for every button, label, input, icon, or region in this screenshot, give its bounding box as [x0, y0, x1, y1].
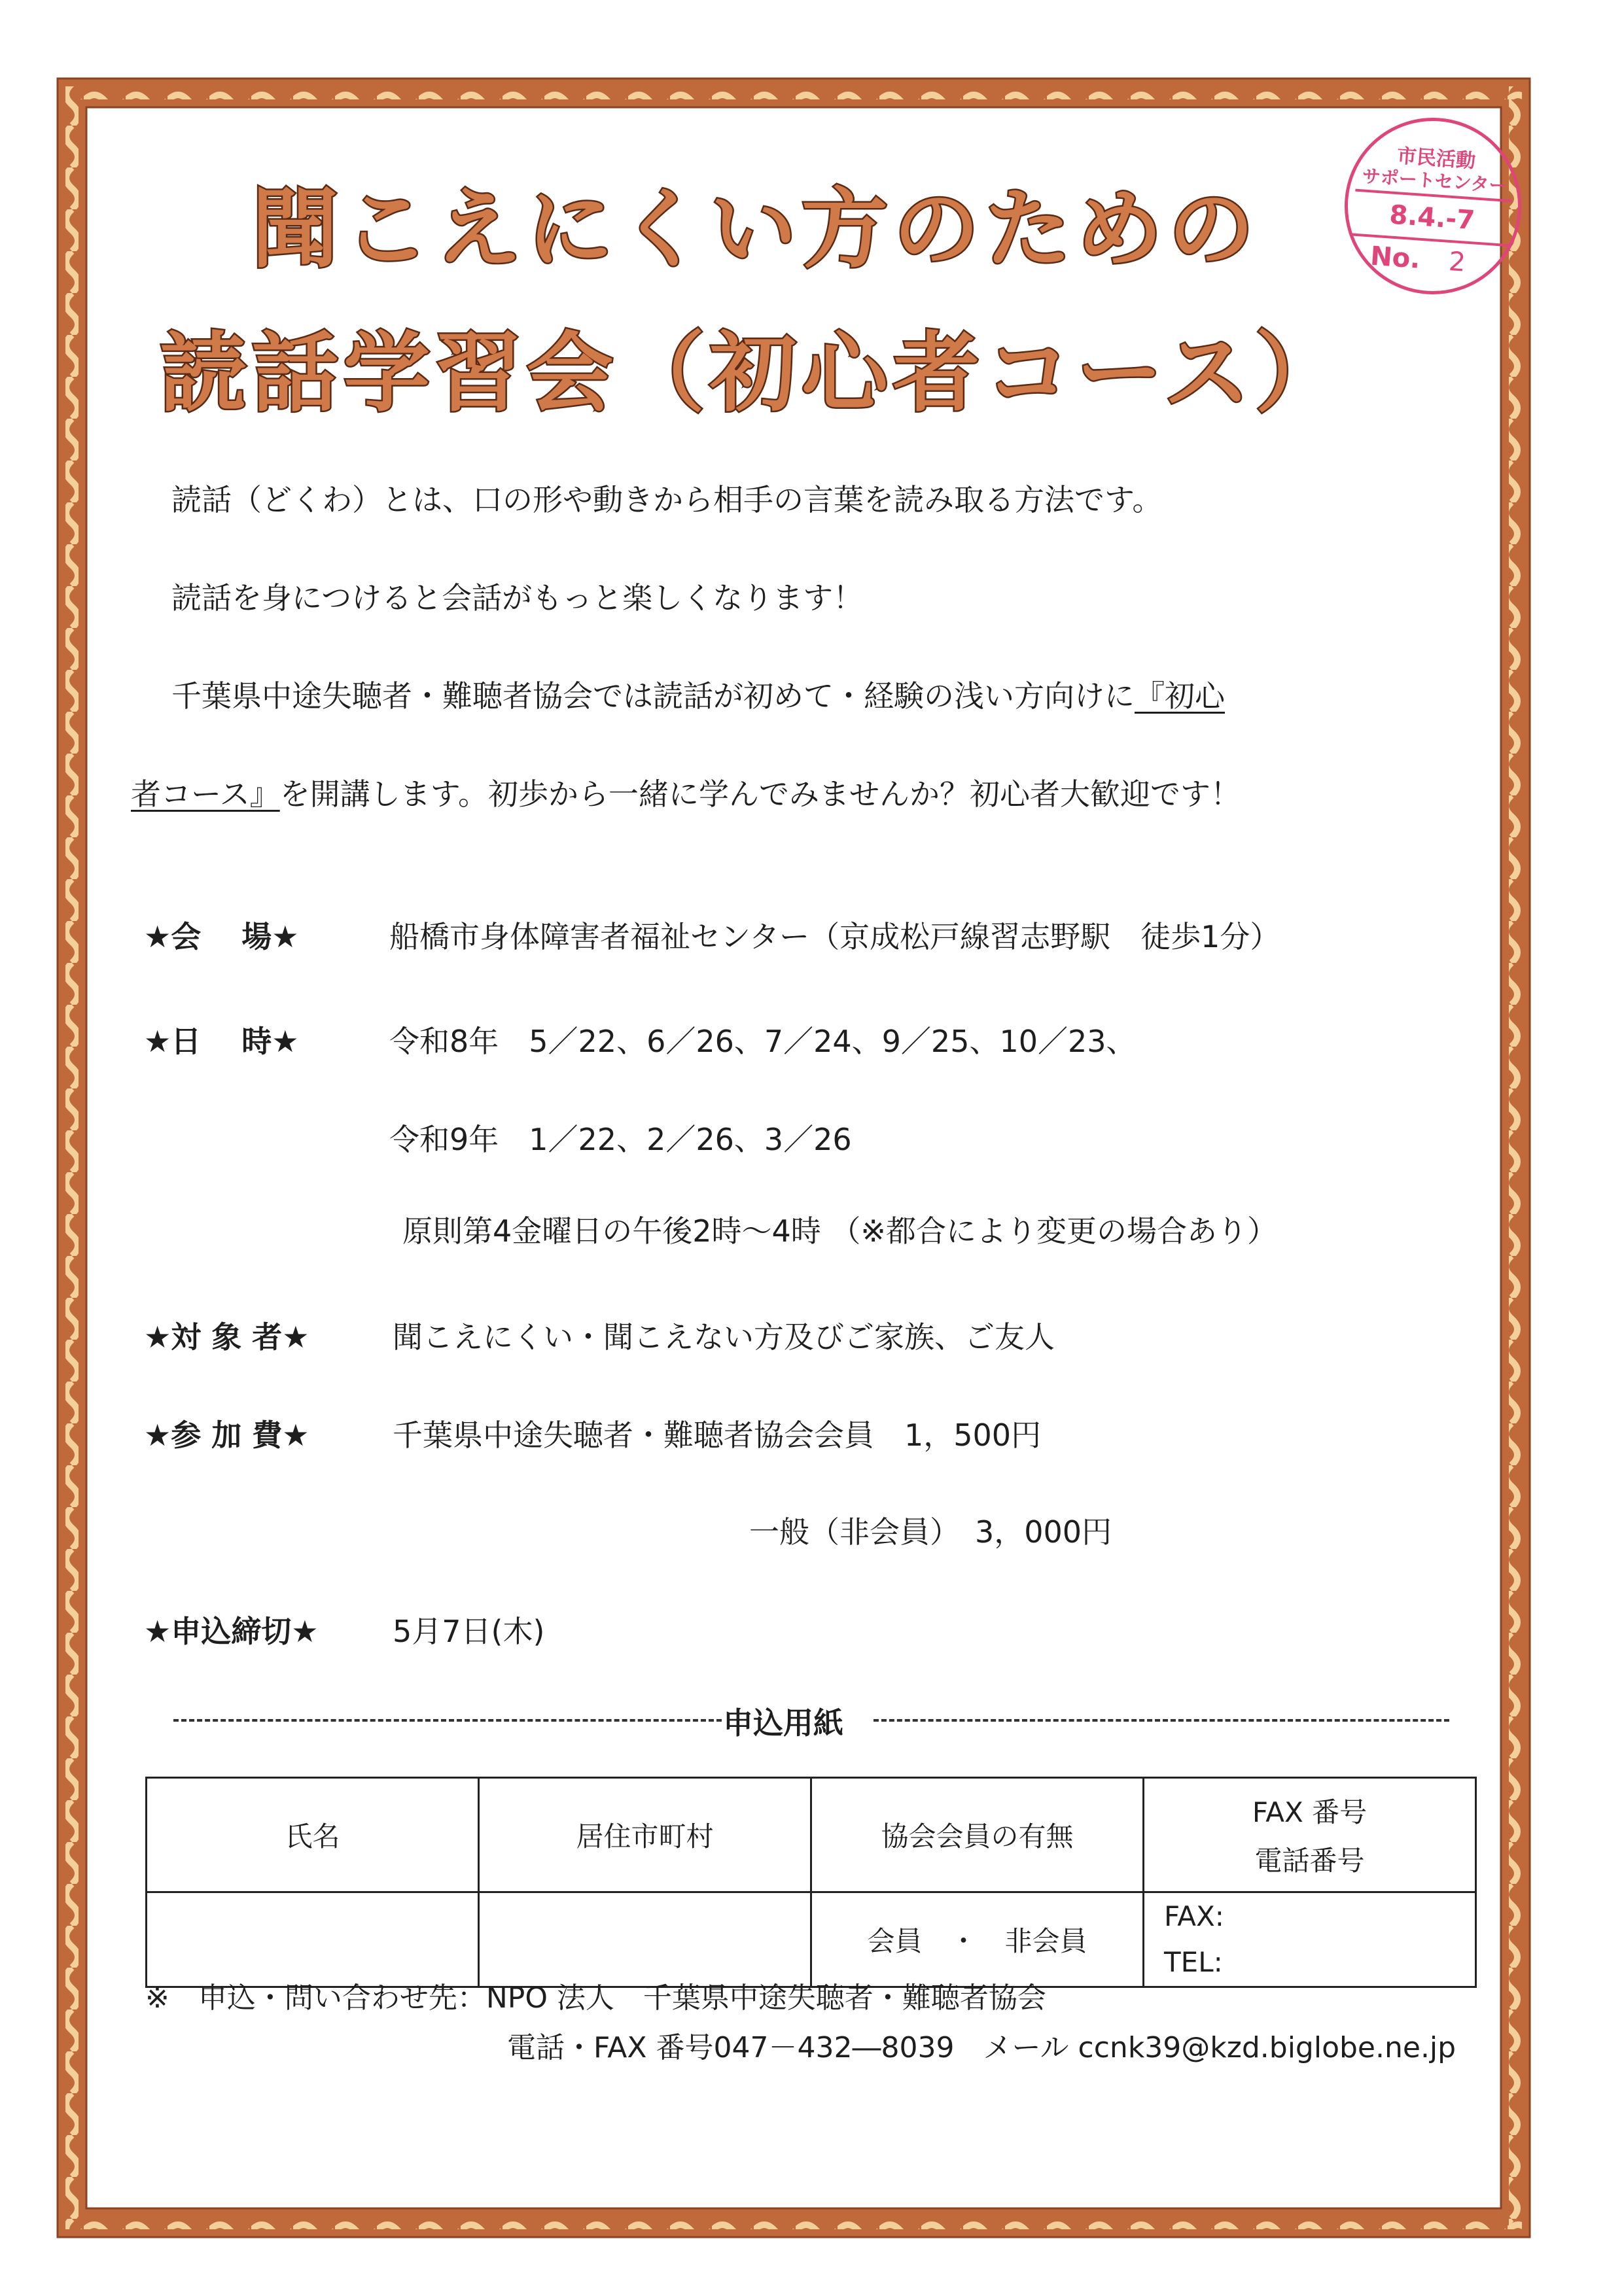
course-name-underlined-cont: 者コース』 — [131, 776, 280, 812]
fee-general: 一般（非会員） 3，000円 — [749, 1514, 1112, 1550]
divider-right — [874, 1719, 1449, 1722]
header-fax-tel — [1144, 1778, 1476, 1892]
header-tel: 電話番号 — [1254, 1845, 1365, 1877]
intro-p3-text: 千葉県中途失聴者・難聴者協会では読話が初めて・経験の浅い方向けに — [171, 678, 1135, 714]
application-form-table — [145, 1777, 1477, 1988]
fee-member: 千葉県中途失聴者・難聴者協会会員 1，500円 — [393, 1418, 1042, 1453]
stamp-number-label: No. — [1369, 241, 1422, 275]
header-membership: 協会会員の有無 — [811, 1778, 1144, 1892]
target-label: ★対 象 者★ — [144, 1319, 309, 1355]
header-city: 居住市町村 — [479, 1778, 811, 1892]
time-note: 原則第4金曜日の午後2時～4時 （※都合により変更の場合あり） — [402, 1213, 1277, 1249]
membership-field[interactable]: 会員 ・ 非会員 — [811, 1892, 1144, 1987]
stamp-org-line2: サポートセンター — [1361, 165, 1508, 197]
dates-line1: 令和8年 5／22、6／26、7／24、9／25、10／23、 — [389, 1024, 1137, 1059]
header-name: 氏名 — [147, 1778, 479, 1892]
stamp-date: 8.4.-7 — [1388, 200, 1476, 236]
intro-paragraph-3 — [171, 672, 1225, 716]
fax-tel-field[interactable] — [1144, 1892, 1476, 1987]
divider-left — [173, 1719, 722, 1722]
stamp-org-line1: 市民活動 — [1396, 145, 1477, 173]
header-fax: FAX 番号 — [1252, 1796, 1368, 1828]
form-header-row — [147, 1778, 1476, 1892]
stamp-number-value: 2 — [1447, 246, 1467, 278]
course-name-underlined: 『初心 — [1135, 678, 1225, 714]
tel-label: TEL: — [1164, 1946, 1223, 1978]
deadline-value: 5月7日(木) — [393, 1614, 545, 1649]
title-line1: 聞こえにくい方のための — [252, 179, 1260, 280]
target-value: 聞こえにくい・聞こえない方及びご家族、ご友人 — [393, 1319, 1055, 1355]
form-entry-row — [147, 1892, 1476, 1987]
intro-p3-text-cont: を開講します。初歩から一緒に学んでみませんか？初心者大歓迎です！ — [279, 776, 1241, 812]
datetime-label: ★日 時★ — [144, 1024, 299, 1059]
title-line2: 読話学習会（初心者コース） — [160, 323, 1347, 424]
dates-line2: 令和9年 1／22、2／26、3／26 — [389, 1122, 852, 1157]
city-field[interactable] — [479, 1892, 811, 1987]
footer-phone-mail: 電話・FAX 番号047－432―8039 メール ccnk39@kzd.biglobe.ne.jp — [507, 2031, 1456, 2064]
fax-label: FAX: — [1164, 1900, 1224, 1932]
form-divider-label: 申込用紙 — [723, 1705, 843, 1741]
footer-contact: ※ 申込・問い合わせ先：NPO 法人 千葉県中途失聴者・難聴者協会 — [145, 1981, 1046, 2015]
intro-paragraph-2: 読話を身につけると会話がもっと楽しくなります！ — [171, 580, 864, 616]
stamp-number — [1369, 241, 1466, 278]
venue-value: 船橋市身体障害者福祉センター（京成松戸線習志野駅 徒歩1分） — [389, 919, 1280, 954]
fee-label: ★参 加 費★ — [144, 1418, 309, 1453]
name-field[interactable] — [147, 1892, 479, 1987]
venue-label: ★会 場★ — [144, 919, 299, 954]
intro-paragraph-3-cont — [131, 771, 1241, 814]
deadline-label: ★申込締切★ — [144, 1614, 319, 1649]
intro-paragraph-1: 読話（どくわ）とは、口の形や動きから相手の言葉を読み取る方法です。 — [171, 482, 1163, 517]
